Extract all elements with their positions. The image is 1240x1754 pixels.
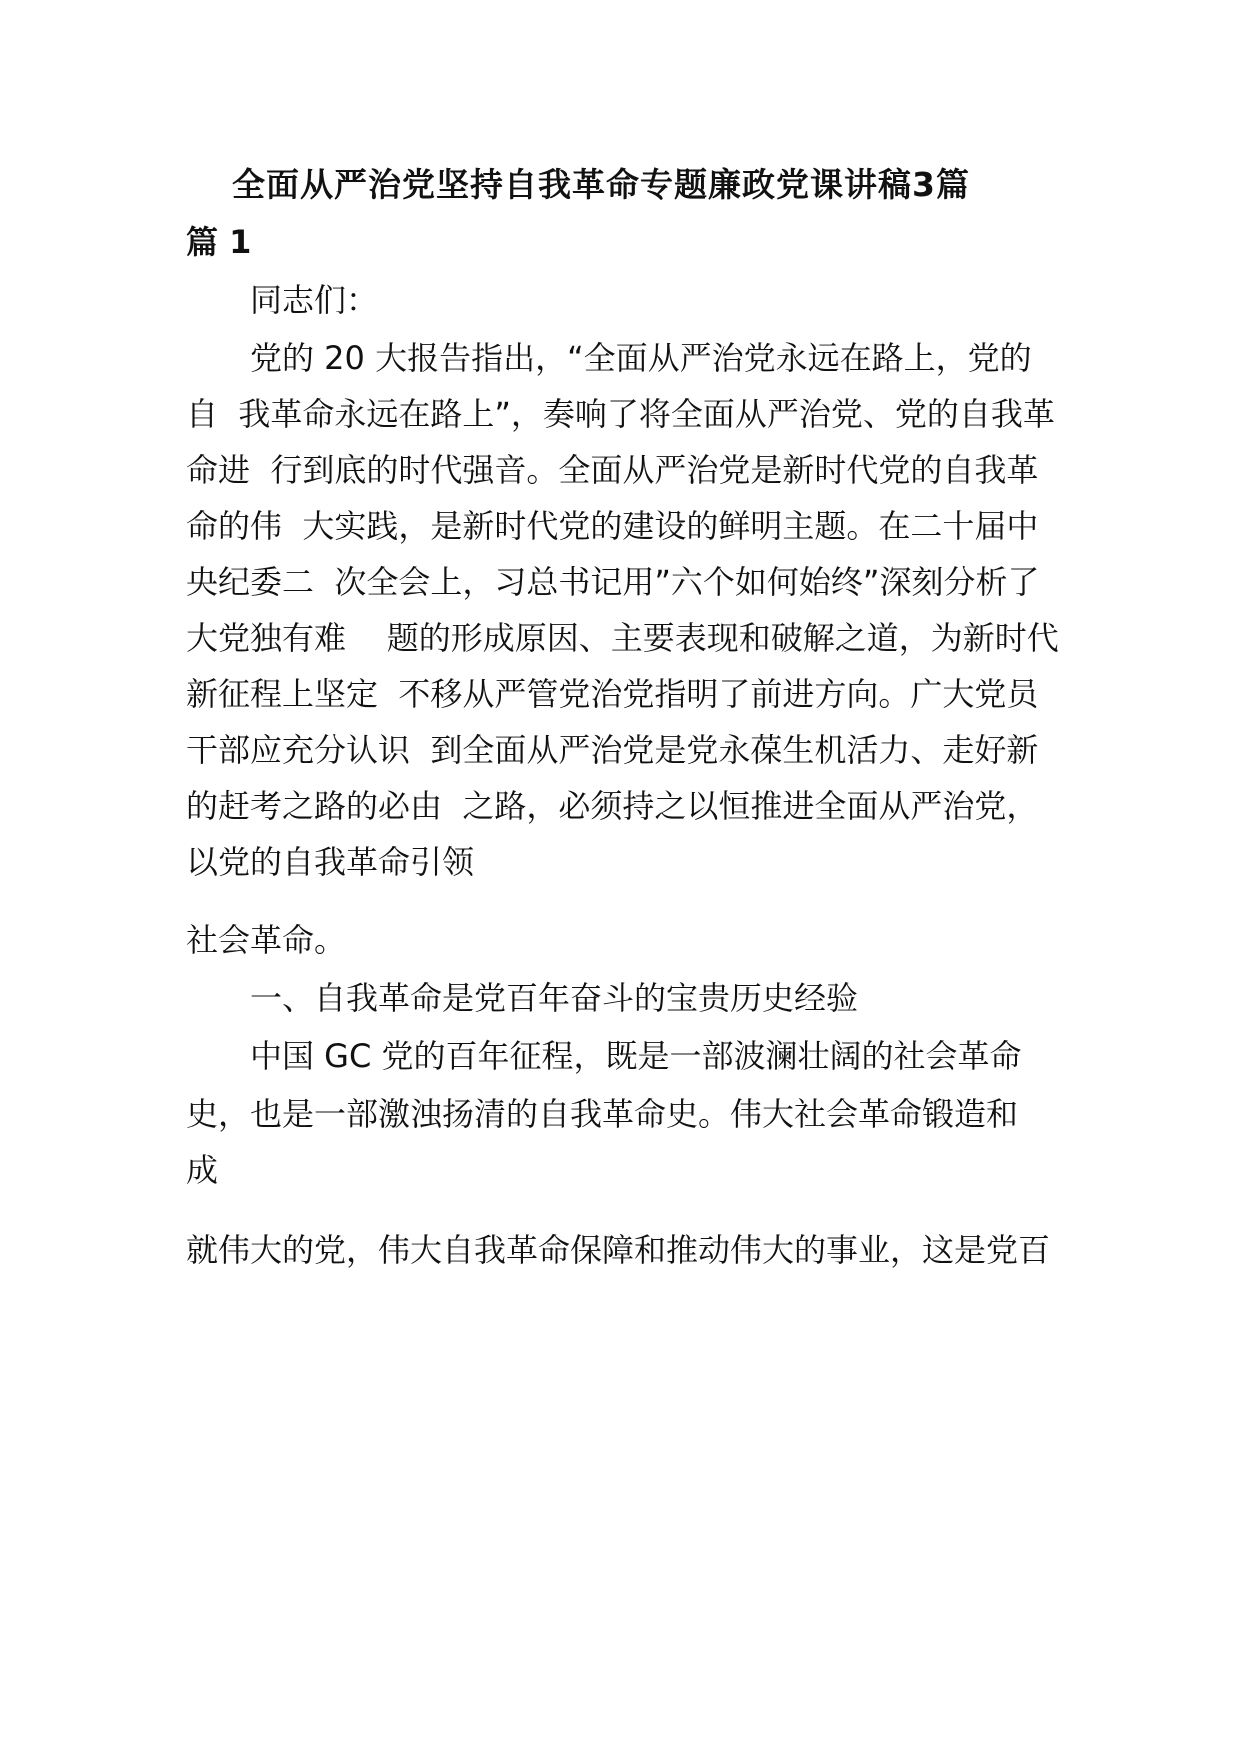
paragraph-line: 央纪委二 次全会上，习总书记用”六个如何始终”深刻分析了 [186,563,1040,601]
section-subtitle: 篇 1 [186,223,252,261]
paragraph-line: 干部应充分认识 到全面从严治党是党永葆生机活力、走好新 [186,731,1039,769]
document-title: 全面从严治党坚持自我革命专题廉政党课讲稿3篇 [232,165,970,204]
paragraph-line: 命进 行到底的时代强音。全面从严治党是新时代党的自我革 [186,451,1039,489]
paragraph-line: 中国 GC 党的百年征程，既是一部波澜壮阔的社会革命 [250,1037,1022,1075]
paragraph-line: 史，也是一部激浊扬清的自我革命史。伟大社会革命锻造和 [186,1095,1019,1133]
paragraph-line: 以党的自我革命引领 [186,843,475,881]
paragraph-line: 党的 20 大报告指出，“全面从严治党永远在路上，党的 [250,339,1032,377]
paragraph-tail: 社会革命。 [186,921,347,959]
paragraph-line: 就伟大的党，伟大自我革命保障和推动伟大的事业，这是党百 [186,1231,1051,1269]
section-heading: 一、自我革命是党百年奋斗的宝贵历史经验 [250,979,859,1017]
paragraph-line: 大党独有难 题的形成原因、主要表现和破解之道，为新时代 [186,619,1059,657]
paragraph-line: 命的伟 大实践，是新时代党的建设的鲜明主题。在二十届中 [186,507,1039,545]
paragraph-line: 自 我革命永远在路上”，奏响了将全面从严治党、党的自我革 [186,395,1055,433]
paragraph-line: 新征程上坚定 不移从严管党治党指明了前进方向。广大党员 [186,675,1039,713]
paragraph-line: 的赶考之路的必由 之路，必须持之以恒推进全面从严治党， [186,787,1039,825]
paragraph-line: 成 [186,1151,219,1189]
greeting: 同志们： [250,281,379,319]
